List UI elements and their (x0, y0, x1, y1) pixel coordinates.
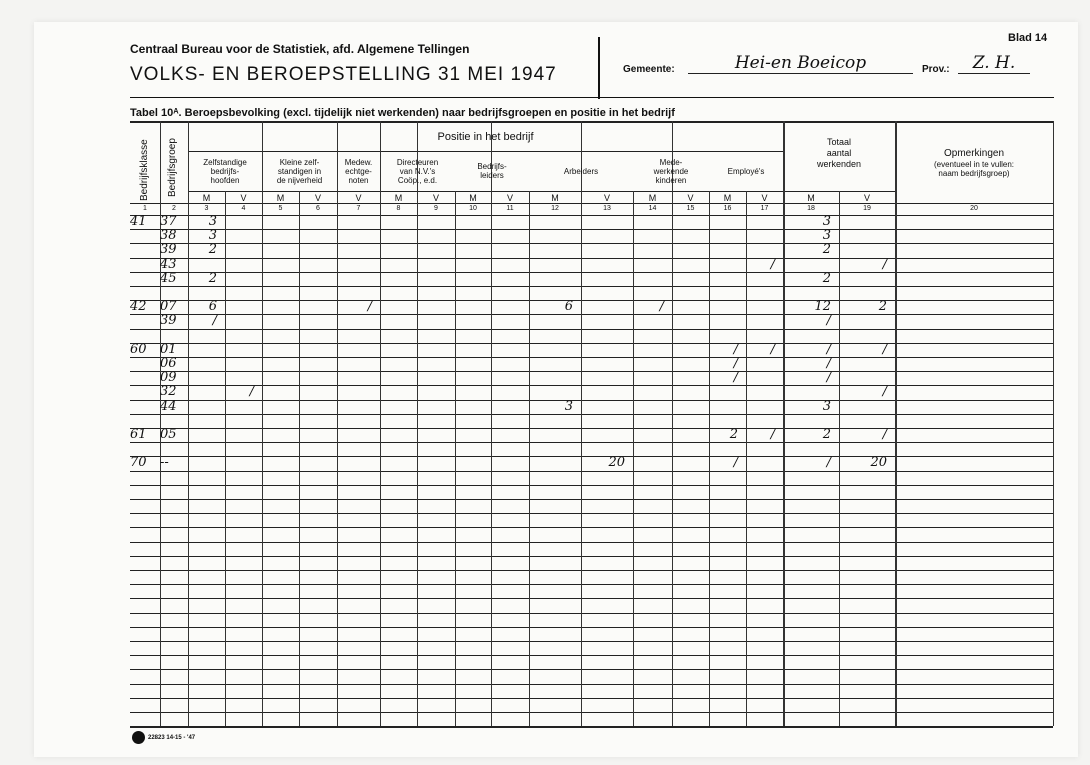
column-number: 16 (723, 205, 732, 212)
table-row-line (130, 272, 1053, 273)
header-line: aantal (826, 148, 852, 158)
v-label: V (687, 193, 694, 203)
table-row-line (130, 442, 1053, 443)
position-group-header (188, 158, 262, 185)
table-row-line (130, 343, 1053, 344)
table-row-line (130, 556, 1053, 557)
table-row-line (130, 613, 1053, 614)
column-number: 15 (686, 205, 695, 212)
column-number: 9 (434, 205, 438, 212)
header-line: naam bedrijfsgroep) (938, 169, 1010, 178)
form-print-code: 22823 14-15 - '47 (148, 735, 196, 741)
table-row-line (130, 485, 1053, 486)
count-value: / (770, 427, 775, 442)
m-label: M (648, 193, 657, 203)
table-row-line (130, 471, 1053, 472)
table-column-line (529, 191, 530, 726)
position-group-header (380, 158, 455, 185)
column-number: 1 (143, 205, 147, 212)
count-value: 3 (822, 228, 831, 244)
header-line: Directeuren (396, 157, 439, 167)
v-label: V (240, 193, 247, 203)
province-label: Prov.: (922, 64, 950, 75)
count-value: 12 (814, 299, 831, 315)
v-label: V (603, 193, 610, 203)
positie-header: Positie in het bedrijf (437, 131, 534, 143)
header-line: hoofden (210, 175, 240, 185)
table-row-line (130, 570, 1053, 571)
header-line: Medew. (344, 157, 373, 167)
table-right-border (1053, 121, 1054, 726)
bedrijfsgroep-value: -- (160, 455, 169, 471)
bedrijfsgroep-header: Bedrijfsgroep (167, 138, 178, 197)
count-value: / (367, 299, 372, 315)
count-value: / (733, 341, 738, 357)
mv-rule (130, 203, 1053, 204)
table-row-line (130, 414, 1053, 415)
column-number: 18 (807, 205, 815, 212)
totaal-header (783, 137, 895, 170)
count-value: / (212, 313, 217, 329)
gemeente-field[interactable]: Hei-en Boeicop (688, 53, 913, 74)
bedrijfsgroep-value: 06 (160, 356, 177, 371)
table-row-line (130, 641, 1053, 642)
table-row-line (130, 542, 1053, 543)
bedrijfsgroep-value: 07 (160, 299, 177, 315)
table-row-line (130, 371, 1053, 372)
table-row-line (130, 314, 1053, 315)
column-number: 11 (506, 205, 514, 212)
count-value: 2 (208, 270, 217, 286)
position-group-header (455, 162, 529, 180)
table-bottom-rule (130, 726, 1053, 728)
table-row-line (130, 229, 1053, 230)
m-label: M (469, 193, 477, 203)
table-row-line (130, 684, 1053, 685)
position-group-header (709, 167, 783, 176)
header-line: Mede- (659, 157, 683, 167)
bedrijfsgroep-value: 39 (160, 313, 177, 329)
header-line: bedrijfs- (210, 166, 240, 176)
count-value: 2 (822, 270, 831, 286)
table-row-line (130, 698, 1053, 699)
m-label: M (394, 193, 403, 203)
bedrijfsklasse-value: 42 (130, 299, 147, 315)
colnum-rule (130, 215, 1053, 216)
column-number: 3 (204, 205, 209, 212)
count-value: / (882, 427, 887, 442)
header-line: Opmerkingen (943, 148, 1005, 159)
m-label: M (202, 193, 211, 203)
blad-label: Blad (1008, 32, 1032, 44)
count-value: 20 (608, 455, 625, 471)
count-value: / (826, 341, 831, 357)
header-line: Coöp., e.d. (397, 175, 438, 185)
positie-rule (188, 151, 783, 152)
header-line: Bedrijfs- (477, 162, 507, 171)
column-number: 10 (469, 205, 477, 212)
province-field[interactable]: Z. H. (958, 53, 1030, 74)
count-value: / (733, 370, 738, 386)
column-number: 6 (316, 205, 320, 212)
header-line: noten (348, 175, 369, 185)
v-label: V (432, 193, 439, 203)
count-value: / (770, 256, 775, 272)
bedrijfsgroep-value: 45 (160, 270, 177, 286)
gemeente-label: Gemeente: (623, 64, 675, 75)
count-value: 2 (878, 299, 887, 315)
column-number: 2 (172, 205, 176, 212)
bedrijfsgroep-value: 43 (160, 256, 177, 272)
table-title: Tabel 10ᴬ. Beroepsbevolking (excl. tijdelijk niet werkenden) naar bedrijfsgroepen en positie in het bedrijf (130, 107, 675, 119)
bedrijfsgroep-value: 01 (160, 341, 177, 357)
count-value: 3 (208, 228, 217, 244)
table-row-line (130, 243, 1053, 244)
v-label: V (314, 193, 321, 203)
count-value: 2 (822, 427, 831, 442)
header-line: Arbeiders (563, 166, 599, 176)
column-number: 4 (241, 205, 246, 212)
count-value: 2 (729, 427, 738, 442)
bureau-heading: Centraal Bureau voor de Statistiek, afd. Algemene Tellingen (130, 42, 470, 56)
position-group-header (337, 158, 380, 185)
table-row-line (130, 655, 1053, 656)
header-divider (598, 37, 600, 99)
count-value: / (882, 384, 887, 400)
header-line: kinderen (655, 175, 687, 185)
m-label: M (276, 193, 285, 203)
count-value: 2 (822, 242, 831, 258)
table-row-line (130, 712, 1053, 713)
blad-indicator (1008, 32, 1047, 44)
count-value: 3 (564, 398, 573, 414)
m-label: M (807, 193, 815, 203)
column-number: 7 (356, 205, 361, 212)
count-value: / (826, 455, 831, 471)
census-title: VOLKS- EN BEROEPSTELLING 31 MEI 1947 (130, 64, 557, 85)
bedrijfsklasse-value: 41 (130, 214, 147, 229)
count-value: / (249, 384, 254, 400)
bedrijfsklasse-header: Bedrijfsklasse (139, 139, 150, 201)
bedrijfsklasse-value: 70 (130, 455, 147, 471)
count-value: 3 (208, 214, 217, 229)
header-line: werkende (653, 166, 689, 176)
bedrijfsgroep-value: 09 (160, 370, 177, 386)
cbs-logo-icon (132, 731, 145, 744)
header-line: Employé's (727, 166, 765, 176)
m-label: M (551, 193, 559, 203)
count-value: / (882, 341, 887, 357)
count-value: / (733, 356, 738, 371)
table-row-line (130, 258, 1053, 259)
m-label: M (723, 193, 732, 203)
position-group-header (262, 158, 337, 185)
count-value: / (733, 455, 738, 471)
header-line: leiders (480, 171, 504, 180)
table-row-line (130, 669, 1053, 670)
column-number: 5 (278, 205, 283, 212)
table-row-line (130, 527, 1053, 528)
position-group-header (529, 167, 633, 176)
column-number: 8 (396, 205, 401, 212)
table-row-line (130, 584, 1053, 585)
count-value: / (826, 370, 831, 386)
count-value: / (882, 256, 887, 272)
table-top-rule (130, 121, 1053, 123)
column-number: 17 (760, 205, 769, 212)
opmerkingen-header (895, 148, 1053, 178)
table-row-line (130, 513, 1053, 514)
column-number: 13 (603, 205, 611, 212)
header-line: Totaal (826, 137, 852, 147)
bedrijfsgroep-value: 05 (160, 427, 177, 442)
header-line: echtge- (345, 166, 372, 176)
table-row-line (130, 385, 1053, 386)
count-value: 3 (822, 214, 831, 229)
header-line: standigen in (277, 166, 322, 176)
table-row-line (130, 627, 1053, 628)
v-label: V (761, 193, 768, 203)
header-rule (130, 97, 1054, 98)
bedrijfsklasse-value: 61 (130, 427, 147, 442)
header-line: van N.V.'s (399, 166, 436, 176)
blad-number: 14 (1034, 32, 1048, 44)
bedrijfsgroep-value: 32 (160, 384, 177, 400)
header-line: werkenden (816, 159, 862, 169)
header-line: Kleine zelf- (279, 157, 320, 167)
group-header-rule (188, 191, 895, 192)
bedrijfsgroep-value: 37 (160, 214, 177, 229)
table-row-line (130, 300, 1053, 301)
table-column-line (225, 191, 226, 726)
table-row-line (130, 286, 1053, 287)
column-number: 14 (648, 205, 657, 212)
table-column-line (633, 191, 634, 726)
count-value: 20 (870, 455, 887, 471)
count-value: / (826, 313, 831, 329)
header-line: de nijverheid (276, 175, 323, 185)
table-row-line (130, 329, 1053, 330)
table-row-line (130, 499, 1053, 500)
table-row-line (130, 428, 1053, 429)
count-value: 2 (208, 242, 217, 258)
bedrijfsgroep-value: 38 (160, 228, 177, 244)
bedrijfsgroep-value: 44 (160, 398, 177, 414)
column-number: 20 (970, 205, 978, 212)
count-value: 3 (822, 398, 831, 414)
table-column-line (455, 191, 456, 726)
header-line: (eventueel in te vullen: (933, 160, 1015, 169)
count-value: / (659, 299, 664, 315)
header-line: Zelfstandige (203, 157, 247, 167)
table-row-line (130, 400, 1053, 401)
table-row-line (130, 598, 1053, 599)
count-value: / (826, 356, 831, 371)
count-value: 6 (208, 299, 217, 315)
v-label: V (863, 193, 870, 203)
v-label: V (506, 193, 513, 203)
bedrijfsklasse-value: 60 (130, 341, 147, 357)
table-row-line (130, 357, 1053, 358)
table-column-line (299, 191, 300, 726)
v-label: V (355, 193, 362, 203)
column-number: 12 (551, 205, 559, 212)
column-number: 19 (863, 205, 871, 212)
position-group-header (633, 158, 709, 185)
count-value: 6 (564, 299, 573, 315)
bedrijfsgroep-value: 39 (160, 242, 177, 258)
count-value: / (770, 341, 775, 357)
